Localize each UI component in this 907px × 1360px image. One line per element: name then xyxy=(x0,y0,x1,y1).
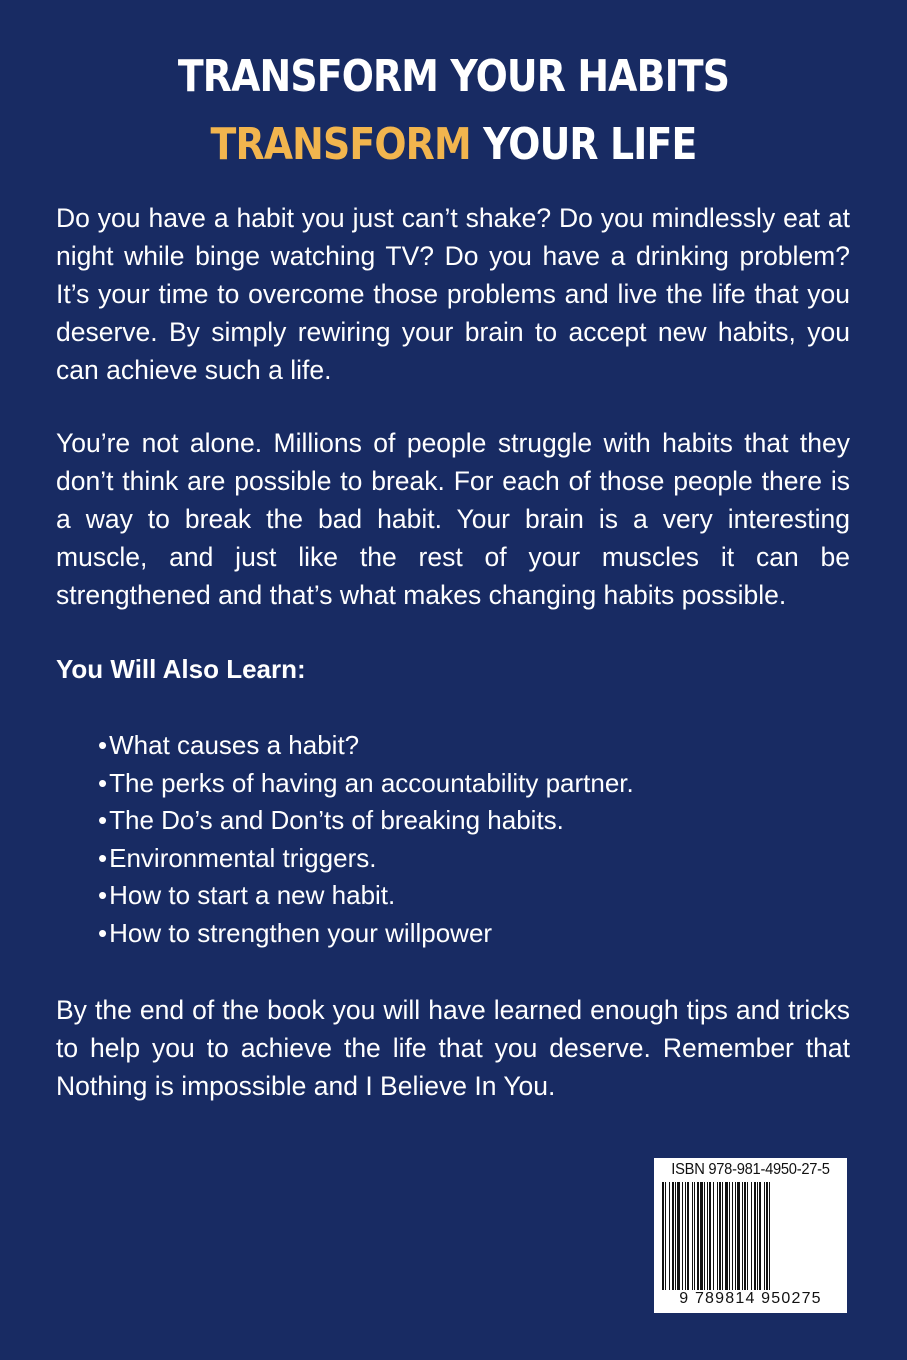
learn-item-text: What causes a habit? xyxy=(109,730,360,760)
learn-list xyxy=(98,727,634,953)
barcode-bar xyxy=(751,1182,752,1290)
headline-line-1 xyxy=(63,50,843,104)
bullet-icon: • xyxy=(98,917,108,948)
second-paragraph: You’re not alone. Millions of people struggle with habits that they don’t think are possible to break. For each of those people there is a way to break the bad habit. Your brain is a very interesting muscle, and just like the rest of your muscles it can be strengthened and that’s what makes changing habits possible. xyxy=(56,428,850,610)
barcode-bar xyxy=(704,1182,705,1290)
headline-line-2-rest: YOUR LIFE xyxy=(470,119,697,170)
learn-list-item xyxy=(98,840,634,878)
barcode-bar xyxy=(725,1182,728,1290)
isbn-label: ISBN 978-981-4950-27-5 xyxy=(671,1161,830,1178)
barcode-bar xyxy=(662,1182,664,1290)
barcode-bar xyxy=(717,1182,718,1290)
barcode-bar xyxy=(694,1182,695,1290)
isbn-barcode-panel xyxy=(654,1158,847,1313)
barcode-bar xyxy=(665,1182,666,1290)
learn-list-item xyxy=(98,915,634,953)
learn-list-item xyxy=(98,765,634,803)
headline-line-1-text: TRANSFORM YOUR HABITS xyxy=(177,51,730,102)
bullet-icon: • xyxy=(98,767,108,798)
barcode-bar xyxy=(709,1182,711,1290)
barcode-bar xyxy=(744,1182,746,1290)
barcode-bar xyxy=(687,1182,689,1290)
barcode-bar xyxy=(764,1182,765,1290)
barcode-bar xyxy=(692,1182,693,1290)
barcode-bar xyxy=(735,1182,736,1290)
learn-heading: You Will Also Learn: xyxy=(56,654,306,684)
barcode-bar xyxy=(677,1182,680,1290)
barcode-bar xyxy=(707,1182,708,1290)
learn-item-text: The Do’s and Don’ts of breaking habits. xyxy=(109,805,564,836)
barcode-bar xyxy=(669,1182,670,1290)
learn-item-text: Environmental triggers. xyxy=(109,842,377,873)
barcode-bar xyxy=(742,1182,743,1290)
barcode-icon xyxy=(660,1182,841,1290)
barcode-bar xyxy=(672,1182,674,1290)
barcode-bar xyxy=(697,1182,699,1290)
barcode-bar xyxy=(766,1182,768,1290)
bullet-icon: • xyxy=(98,805,108,836)
barcode-bar xyxy=(757,1182,758,1290)
closing-paragraph: By the end of the book you will have learned enough tips and tricks to help you to achieve the life that you deserve. Remember that Nothing is impossible and I Believe In You. xyxy=(56,995,850,1101)
learn-list-item xyxy=(98,727,634,765)
headline-line-2 xyxy=(63,118,843,172)
barcode-bar xyxy=(729,1182,730,1290)
barcode-bar xyxy=(675,1182,676,1290)
barcode-bar xyxy=(737,1182,740,1290)
barcode-bar xyxy=(682,1182,683,1290)
intro-paragraph: Do you have a habit you just can’t shake? Do you mindlessly eat at night while binge watching TV? Do you have a drinking problem? It’s your time to overcome those problems and live the life that you deserve. By simply rewiring your brain to accept new habits, you can achieve such a life. xyxy=(56,203,850,385)
barcode-bar xyxy=(722,1182,723,1290)
barcode-bar xyxy=(713,1182,714,1290)
bullet-icon: • xyxy=(98,842,108,873)
barcode-bar xyxy=(732,1182,733,1290)
barcode-bar xyxy=(759,1182,761,1290)
barcode-bar xyxy=(747,1182,748,1290)
learn-item-text: How to start a new habit. xyxy=(109,880,396,911)
barcode-bar xyxy=(719,1182,721,1290)
bullet-icon: • xyxy=(98,880,108,911)
barcode-bar xyxy=(700,1182,703,1290)
bullet-icon: • xyxy=(98,730,108,760)
barcode-bar xyxy=(754,1182,756,1290)
barcode-bar xyxy=(769,1182,770,1290)
learn-list-item xyxy=(98,877,634,915)
headline-accent-word: TRANSFORM xyxy=(210,119,471,170)
barcode-bar xyxy=(685,1182,686,1290)
barcode-digits: 9 789814 950275 xyxy=(679,1290,822,1307)
learn-list-item xyxy=(98,802,634,840)
learn-item-text: How to strengthen your willpower xyxy=(109,917,493,948)
learn-item-text: The perks of having an accountability partner. xyxy=(109,767,634,798)
